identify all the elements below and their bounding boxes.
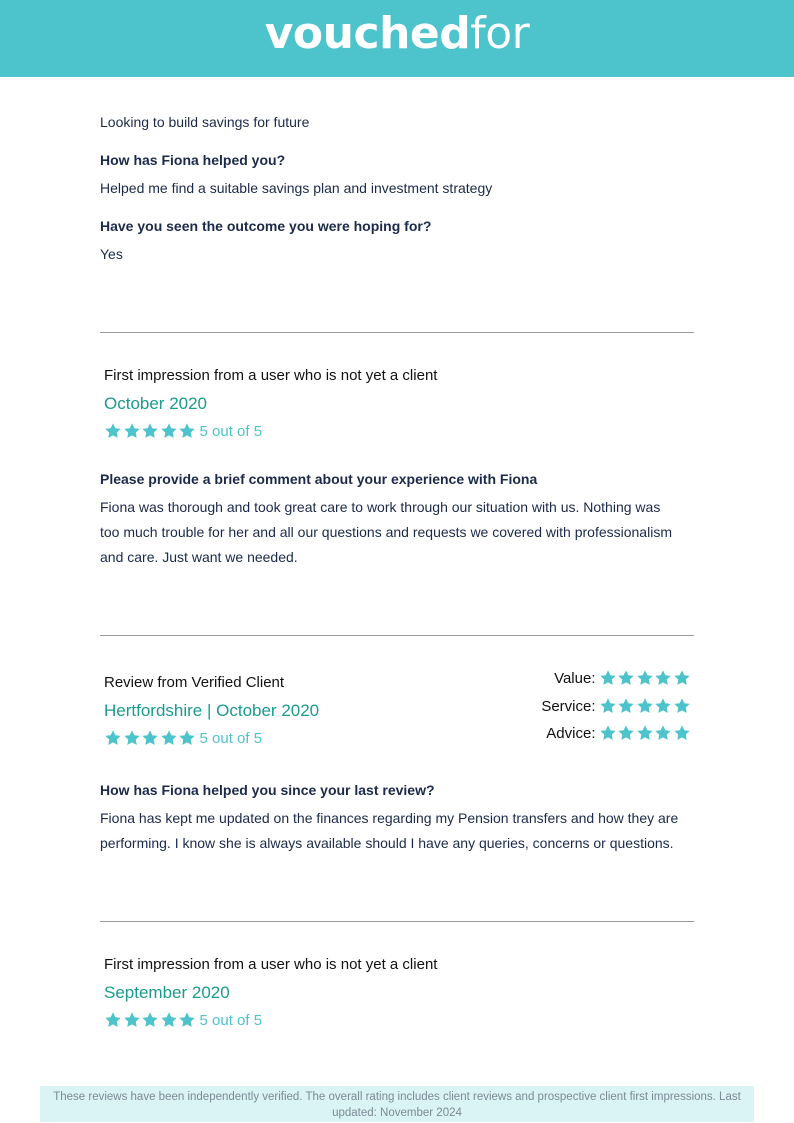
category-service bbox=[541, 697, 691, 715]
review-2-stars bbox=[104, 729, 197, 747]
review-3-title: First impression from a user who is not yet a client bbox=[104, 956, 438, 973]
review-1-answer-line: and care. Just want we needed. bbox=[100, 549, 298, 565]
header-bar bbox=[0, 0, 794, 77]
star-icon bbox=[673, 724, 691, 742]
star-icon bbox=[599, 724, 617, 742]
category-service-label: Service: bbox=[541, 697, 596, 715]
intro-question-3: Have you seen the outcome you were hoping for? bbox=[100, 218, 432, 234]
category-advice-label: Advice: bbox=[546, 724, 596, 742]
divider bbox=[100, 635, 694, 636]
star-icon bbox=[654, 724, 672, 742]
review-2-question: How has Fiona helped you since your last review? bbox=[100, 782, 435, 798]
review-2-score: 5 out of 5 bbox=[199, 729, 263, 747]
divider bbox=[100, 921, 694, 922]
review-1-rating bbox=[104, 422, 262, 440]
category-advice bbox=[546, 724, 691, 742]
review-3-stars bbox=[104, 1011, 197, 1029]
star-icon bbox=[160, 1011, 178, 1029]
review-2-answer bbox=[100, 806, 678, 856]
footer-line-1: These reviews have been independently verified. The overall rating includes client reviews and prospective client first impressions. Last bbox=[53, 1091, 741, 1103]
review-1-answer-line: Fiona was thorough and took great care to work through our situation with us. Nothing was bbox=[100, 499, 661, 515]
star-icon bbox=[636, 697, 654, 715]
review-1-title: First impression from a user who is not yet a client bbox=[104, 367, 438, 384]
star-icon bbox=[599, 669, 617, 687]
category-value bbox=[554, 669, 691, 687]
review-2-date: Hertfordshire | October 2020 bbox=[104, 701, 320, 720]
intro-answer-1: Looking to build savings for future bbox=[100, 114, 310, 130]
vouchedfor-logo: vouchedfor bbox=[264, 8, 530, 59]
star-icon bbox=[654, 669, 672, 687]
star-icon bbox=[617, 697, 635, 715]
star-icon bbox=[141, 422, 159, 440]
review-2-title: Review from Verified Client bbox=[104, 674, 285, 691]
category-value-stars bbox=[599, 669, 692, 687]
footer-line-2: updated: November 2024 bbox=[332, 1107, 462, 1119]
star-icon bbox=[178, 1011, 196, 1029]
star-icon bbox=[160, 422, 178, 440]
star-icon bbox=[123, 729, 141, 747]
star-icon bbox=[104, 422, 122, 440]
category-service-stars bbox=[599, 697, 692, 715]
star-icon bbox=[123, 422, 141, 440]
star-icon bbox=[141, 1011, 159, 1029]
intro-answer-2: Helped me find a suitable savings plan and investment strategy bbox=[100, 180, 493, 196]
star-icon bbox=[160, 729, 178, 747]
review-3-score: 5 out of 5 bbox=[199, 1011, 263, 1029]
review-1-question: Please provide a brief comment about your experience with Fiona bbox=[100, 471, 538, 487]
star-icon bbox=[654, 697, 672, 715]
verification-footer bbox=[40, 1086, 754, 1122]
review-2-answer-line: performing. I know she is always available should I have any queries, concerns or questions. bbox=[100, 835, 674, 851]
review-2-rating bbox=[104, 729, 262, 747]
star-icon bbox=[178, 422, 196, 440]
star-icon bbox=[141, 729, 159, 747]
review-2-answer-line: Fiona has kept me updated on the finances regarding my Pension transfers and how they are bbox=[100, 810, 679, 826]
star-icon bbox=[636, 724, 654, 742]
review-3-date: September 2020 bbox=[104, 983, 230, 1002]
review-3-rating bbox=[104, 1011, 262, 1029]
star-icon bbox=[673, 669, 691, 687]
review-1-date: October 2020 bbox=[104, 394, 208, 413]
category-advice-stars bbox=[599, 724, 692, 742]
intro-question-2: How has Fiona helped you? bbox=[100, 152, 286, 168]
review-1-answer-line: too much trouble for her and all our questions and requests we covered with professionalism bbox=[100, 524, 672, 540]
star-icon bbox=[123, 1011, 141, 1029]
review-1-answer bbox=[100, 495, 672, 570]
intro-answer-3: Yes bbox=[100, 246, 123, 262]
category-value-label: Value: bbox=[554, 669, 596, 687]
review-1-score: 5 out of 5 bbox=[199, 422, 263, 440]
divider bbox=[100, 332, 694, 333]
star-icon bbox=[617, 669, 635, 687]
star-icon bbox=[617, 724, 635, 742]
star-icon bbox=[104, 729, 122, 747]
review-1-stars bbox=[104, 422, 197, 440]
star-icon bbox=[673, 697, 691, 715]
star-icon bbox=[599, 697, 617, 715]
star-icon bbox=[178, 729, 196, 747]
star-icon bbox=[104, 1011, 122, 1029]
star-icon bbox=[636, 669, 654, 687]
